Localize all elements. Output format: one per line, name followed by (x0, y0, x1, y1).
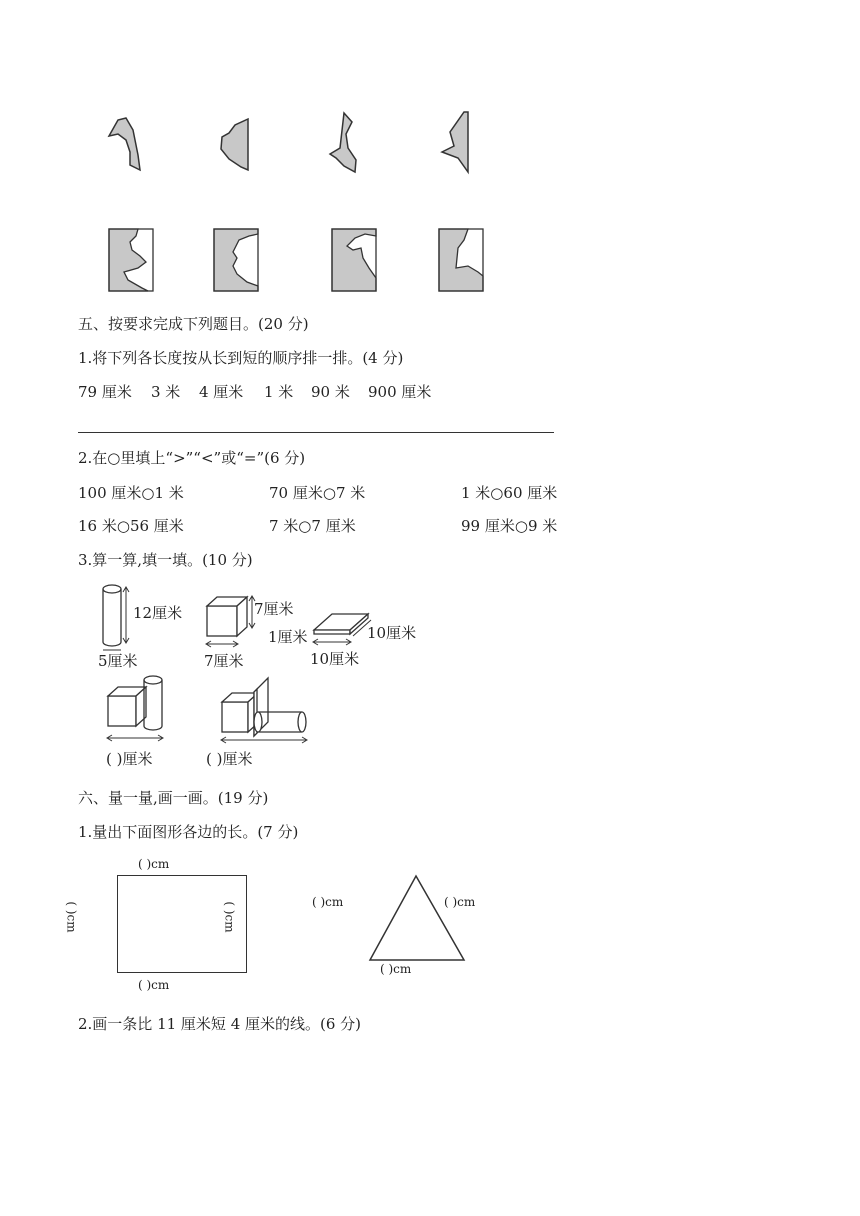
compare-item: 7 米○7 厘米 (269, 517, 356, 535)
shape-square-2 (213, 228, 259, 292)
section6-title: 六、量一量,画一画。(19 分) (78, 789, 269, 807)
plate-depth-label: 10厘米 (367, 624, 417, 642)
compare-item: 16 米○56 厘米 (78, 517, 184, 535)
shape-piece-2 (215, 115, 260, 180)
shape-square-1 (108, 228, 154, 292)
cube-width-label: 7厘米 (204, 652, 244, 670)
shape-piece-4 (438, 108, 483, 178)
answer-line[interactable] (78, 432, 554, 433)
section5-title: 五、按要求完成下列题目。(20 分) (78, 315, 309, 333)
triangle-right-answer[interactable]: ( )cm (444, 895, 476, 909)
q3-prompt: 3.算一算,填一填。(10 分) (78, 551, 253, 569)
cube-cylinder-combo (104, 672, 174, 752)
rect-left-answer[interactable]: ( )cm (64, 901, 79, 933)
measure-triangle (368, 874, 468, 962)
blank-answer-1[interactable]: ( )厘米 (106, 750, 153, 768)
q1-prompt: 1.将下列各长度按从长到短的顺序排一排。(4 分) (78, 349, 404, 367)
cylinder-height-label: 12厘米 (133, 604, 183, 622)
length-item: 90 米 (311, 383, 350, 401)
compare-item: 70 厘米○7 米 (269, 484, 366, 502)
shape-piece-1 (100, 110, 150, 180)
blank-answer-2[interactable]: ( )厘米 (206, 750, 253, 768)
rect-right-answer[interactable]: ( )cm (222, 901, 237, 933)
shape-square-4 (438, 228, 484, 292)
cube-height-label: 7厘米 (254, 600, 294, 618)
compare-item: 100 厘米○1 米 (78, 484, 184, 502)
rect-top-answer[interactable]: ( )cm (138, 857, 170, 871)
triangle-left-answer[interactable]: ( )cm (312, 895, 344, 909)
cube-plate-cylinder-combo (218, 676, 318, 752)
s6-q2-prompt: 2.画一条比 11 厘米短 4 厘米的线。(6 分) (78, 1015, 362, 1033)
compare-item: 1 米○60 厘米 (461, 484, 558, 502)
drawing-area[interactable] (78, 1044, 778, 1194)
plate-width-label: 10厘米 (310, 650, 360, 668)
cylinder-width-label: 5厘米 (98, 652, 138, 670)
plate-thickness-label: 1厘米 (268, 628, 308, 646)
length-item: 1 米 (264, 383, 294, 401)
compare-item: 99 厘米○9 米 (461, 517, 558, 535)
s6-q1-prompt: 1.量出下面图形各边的长。(7 分) (78, 823, 299, 841)
plate-figure (306, 608, 376, 653)
shape-piece-3 (322, 108, 367, 178)
shape-square-3 (331, 228, 377, 292)
length-item: 900 厘米 (368, 383, 432, 401)
length-item: 3 米 (151, 383, 181, 401)
length-item: 4 厘米 (199, 383, 244, 401)
rect-bottom-answer[interactable]: ( )cm (138, 978, 170, 992)
triangle-bottom-answer[interactable]: ( )cm (380, 962, 412, 976)
q2-prompt: 2.在○里填上“>”“<”或“=”(6 分) (78, 449, 306, 467)
length-item: 79 厘米 (78, 383, 132, 401)
